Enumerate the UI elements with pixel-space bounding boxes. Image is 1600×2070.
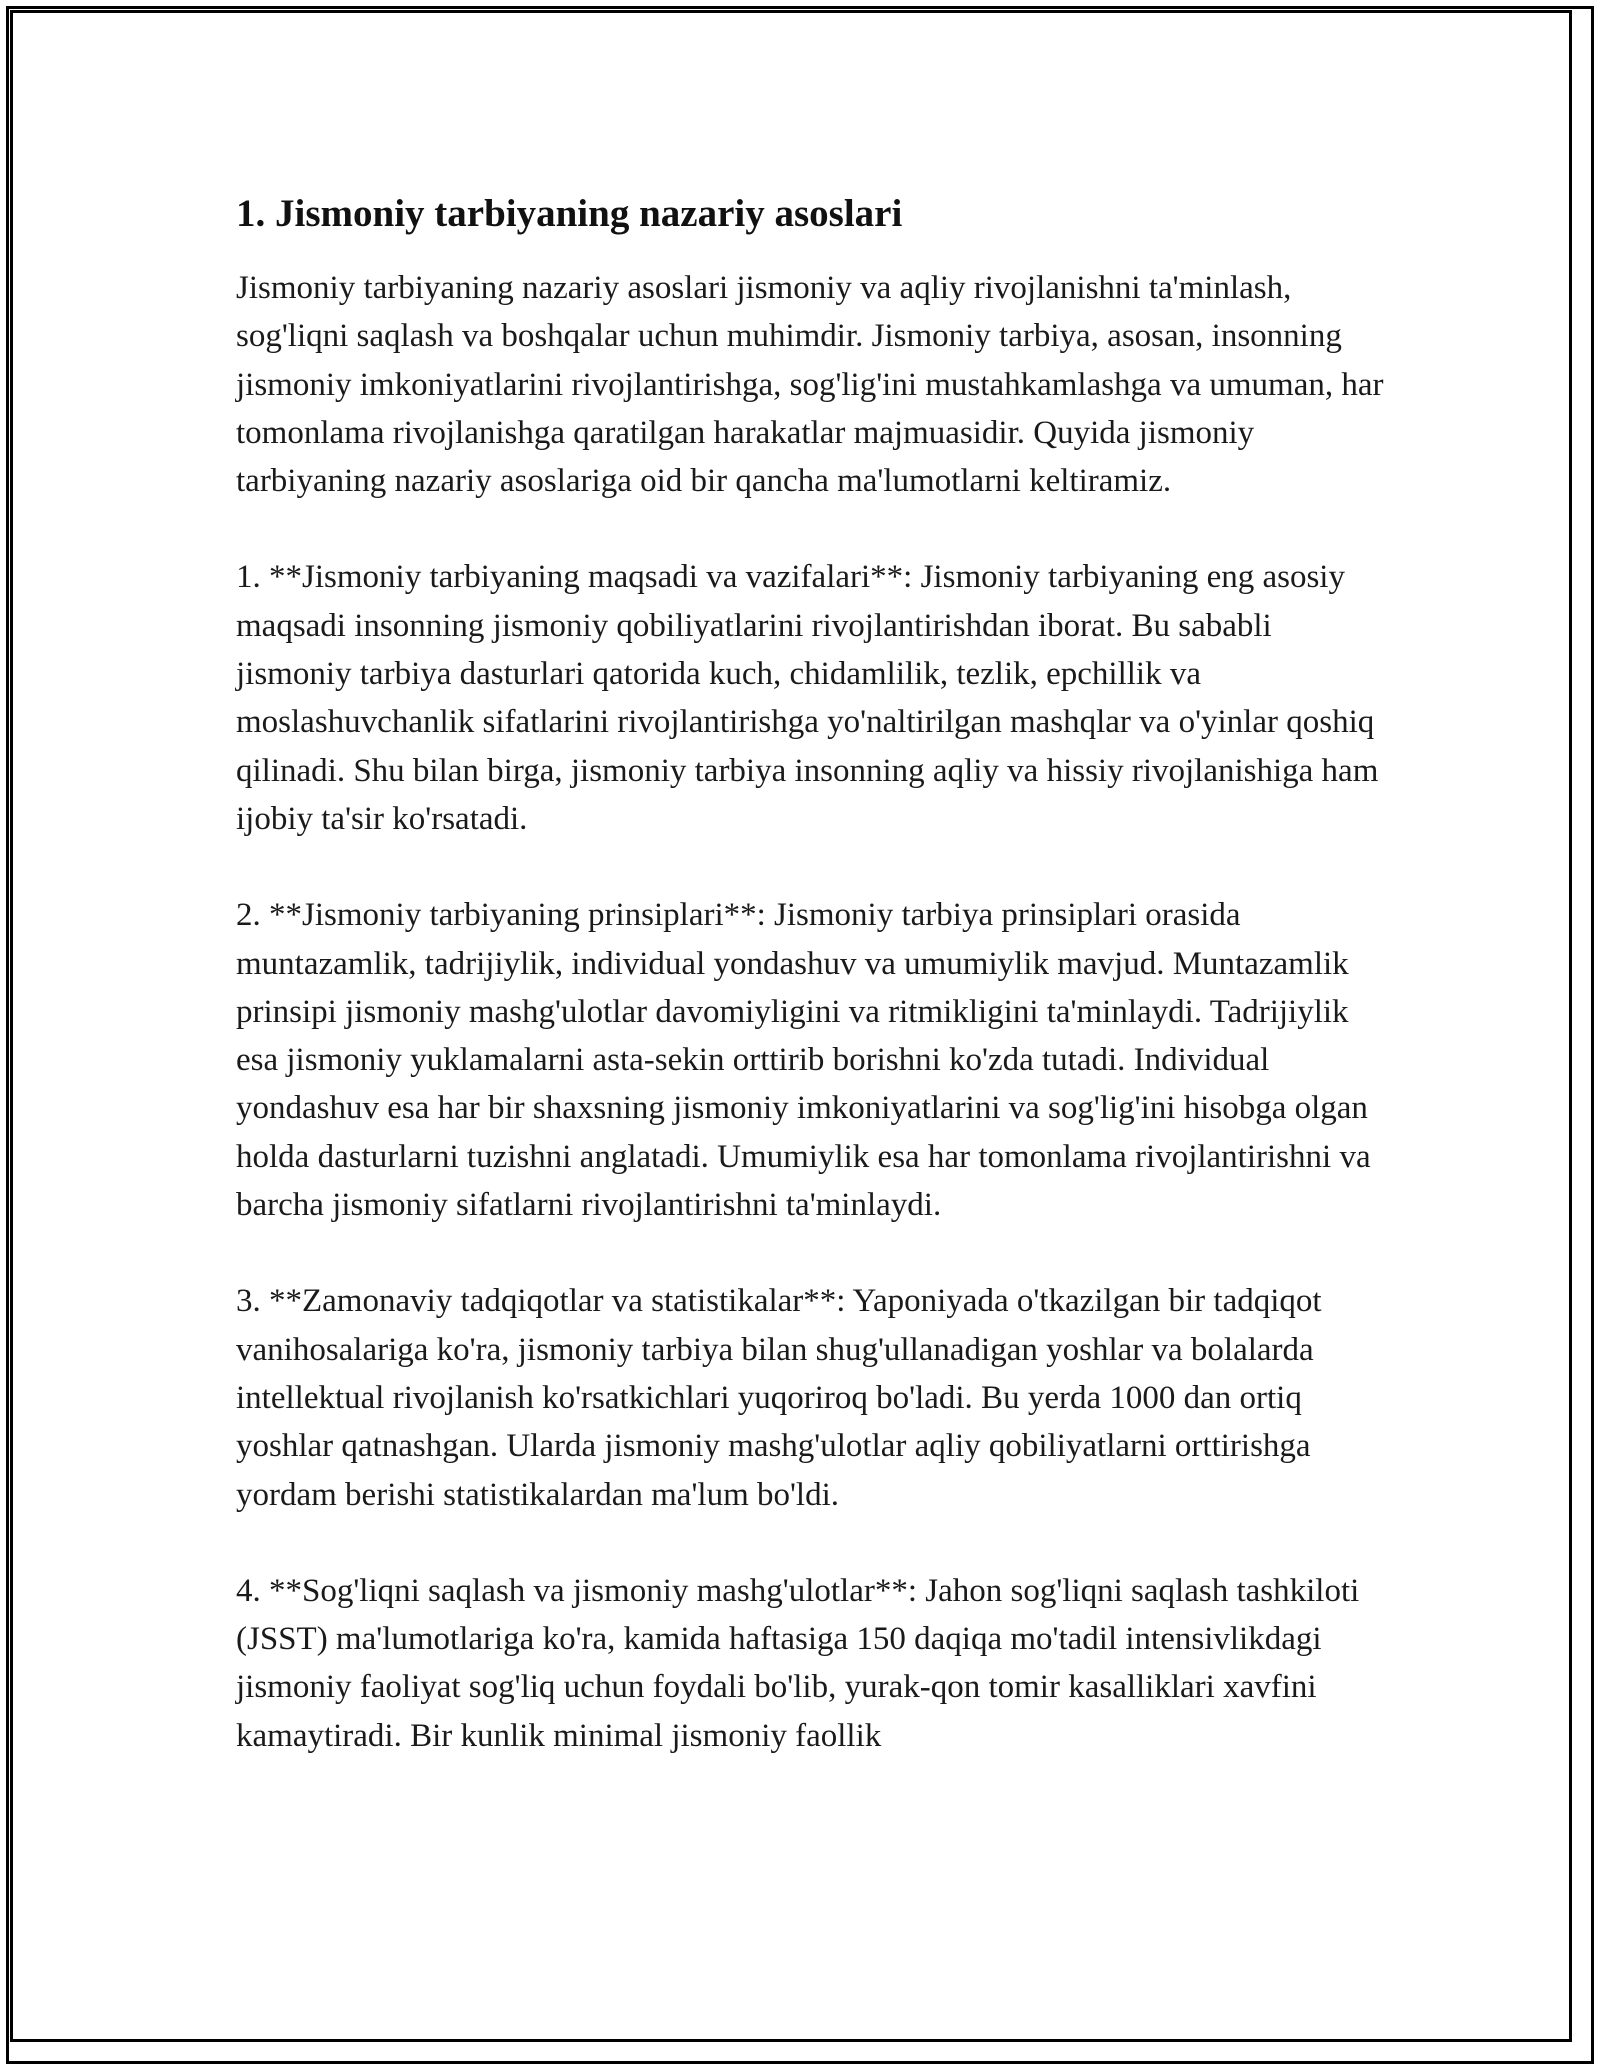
intro-paragraph: Jismoniy tarbiyaning nazariy asoslari jismoniy va aqliy rivojlanishni ta'minlash, sog'liqni saqlash va boshqalar uchun muhimdir. Jismoniy tarbiya, asosan, insonning jismoniy imkoniyatlarini rivojlantirishga, sog'lig'ini mustahkamlashga va umuman, har tomonlama rivojlanishga qaratilgan harakatlar majmuasidir. Quyida jismoniy tarbiyaning nazariy asoslariga oid bir qancha ma'lumotlarni keltiramiz. [236,270,1384,500]
document-body [236,186,1386,1808]
paragraph-health: 4. **Sog'liqni saqlash va jismoniy mashg'ulotlar**: Jahon sog'liqni saqlash tashkiloti (JSST) ma'lumotlariga ko'ra, kamida haftasiga 150 daqiqa mo'tadil intensivlikdagi jismoniy faoliyat sog'liq uchun foydali bo'lib, yurak-qon tomir kasalliklari xavfini kamaytiradi. Bir kunlik minimal jismoniy faollik [236,1572,1360,1754]
paragraph-research: 3. **Zamonaviy tadqiqotlar va statistikalar**: Yaponiyada o'tkazilgan bir tadqiqot vanihosalariga ko'ra, jismoniy tarbiya bilan shug'ullanadigan yoshlar va bolalarda intellektual rivojlanish ko'rsatkichlari yuqoriroq bo'ladi. Bu yerda 1000 dan ortiq yoshlar qatnashgan. Ularda jismoniy mashg'ulotlar aqliy qobiliyatlarni orttirishga yordam berishi statistikalardan ma'lum bo'ldi. [236,1283,1322,1513]
paragraph-principles: 2. **Jismoniy tarbiyaning prinsiplari**: Jismoniy tarbiya prinsiplari orasida muntazamlik, tadrijiylik, individual yondashuv va umumiylik mavjud. Muntazamlik prinsipi jismoniy mashg'ulotlar davomiyligini va ritmikligini ta'minlaydi. Tadrijiylik esa jismoniy yuklamalarni asta-sekin orttirib borishni ko'zda tutadi. Individual yondashuv esa har bir shaxsning jismoniy imkoniyatlarini va sog'lig'ini hisobga olgan holda dasturlarni tuzishni anglatadi. Umumiylik esa har tomonlama rivojlantirishni va barcha jismoniy sifatlarni rivojlantirishni ta'minlaydi. [236,897,1371,1224]
section-heading: 1. Jismoniy tarbiyaning nazariy asoslari [236,192,903,235]
paragraph-goals: 1. **Jismoniy tarbiyaning maqsadi va vazifalari**: Jismoniy tarbiyaning eng asosiy maqsadi insonning jismoniy qobiliyatlarini rivojlantirishdan iborat. Bu sababli jismoniy tarbiya dasturlari qatorida kuch, chidamlilik, tezlik, epchillik va moslashuvchanlik sifatlarini rivojlantirishga yo'naltirilgan mashqlar va o'yinlar qoshiq qilinadi. Shu bilan birga, jismoniy tarbiya insonning aqliy va hissiy rivojlanishiga ham ijobiy ta'sir ko'rsatadi. [236,559,1379,837]
